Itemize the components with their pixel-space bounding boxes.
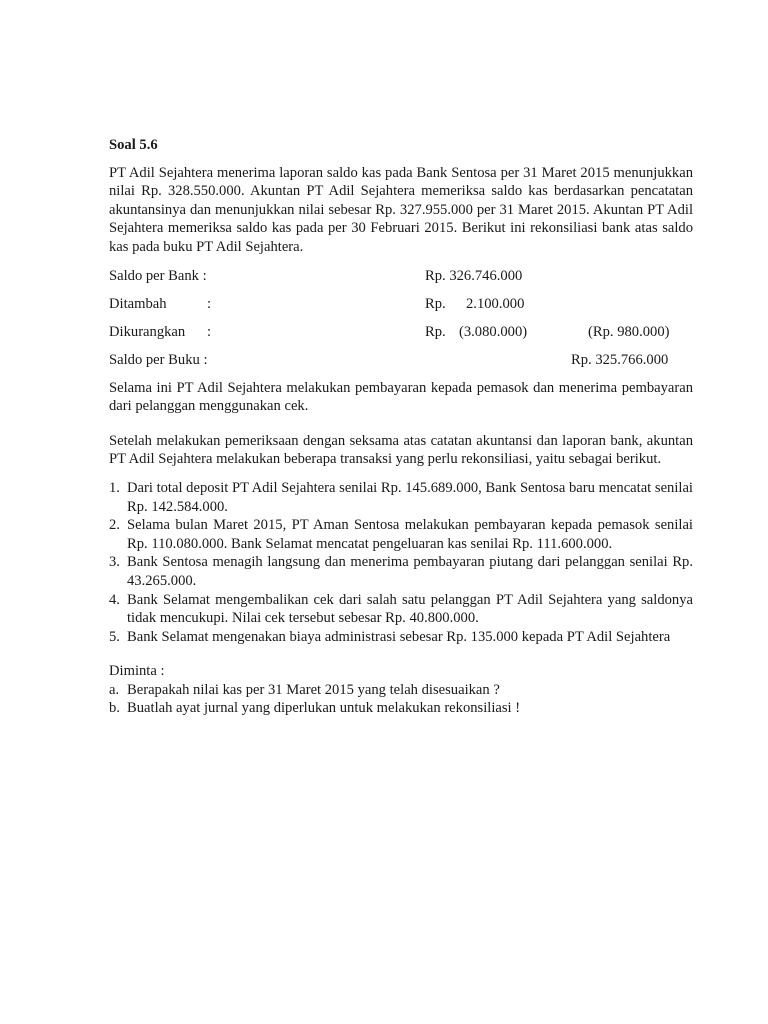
book-balance-row bbox=[109, 351, 693, 379]
list-item-number: 1. bbox=[109, 479, 120, 496]
list-item-number: 4. bbox=[109, 591, 120, 608]
intro-paragraph: PT Adil Sejahtera menerima laporan saldo kas pada Bank Sentosa per 31 Maret 2015 menunjukkan nilai Rp. 328.550.000. Akuntan PT Adil Sejahtera memeriksa saldo kas berdasarkan pencatatan akuntansinya dan menunjukkan nilai sebesar Rp. 327.955.000 per 31 Maret 2015. Akuntan PT Adil Sejahtera memeriksa saldo kas pada per 30 Februari 2015. Berikut ini rekonsiliasi bank atas saldo kas pada buku PT Adil Sejahtera. bbox=[109, 164, 693, 255]
list-item-text: Berapakah nilai kas per 31 Maret 2015 yang telah disesuaikan ? bbox=[127, 681, 500, 698]
addition-value: 2.100.000 bbox=[466, 295, 525, 312]
list-item-number: 5. bbox=[109, 628, 120, 645]
list-item-text: Bank Selamat mengembalikan cek dari salah satu pelanggan PT Adil Sejahtera yang saldonya tidak mencukupi. Nilai cek tersebut sebesar Rp. 40.800.000. bbox=[127, 591, 693, 627]
net-adjustment-value: (Rp. 980.000) bbox=[588, 323, 670, 340]
list-item bbox=[109, 699, 693, 718]
deduction-colon: : bbox=[207, 323, 212, 340]
addition-row bbox=[109, 295, 693, 323]
list-item-number: a. bbox=[109, 681, 120, 698]
bank-balance-value: Rp. 326.746.000 bbox=[425, 267, 523, 284]
deduction-row bbox=[109, 323, 693, 351]
bank-balance-label: Saldo per Bank : bbox=[109, 267, 207, 284]
deduction-value: (3.080.000) bbox=[459, 323, 528, 340]
addition-colon: : bbox=[207, 295, 212, 312]
addition-label: Ditambah bbox=[109, 295, 167, 312]
reconciliation-table bbox=[109, 267, 693, 379]
cheque-paragraph: Selama ini PT Adil Sejahtera melakukan pembayaran kepada pemasok dan menerima pembayaran dari pelanggan menggunakan cek. bbox=[109, 379, 693, 415]
book-balance-value: Rp. 325.766.000 bbox=[571, 351, 669, 368]
list-item-text: Bank Selamat mengenakan biaya administrasi sebesar Rp. 135.000 kepada PT Adil Sejahtera bbox=[127, 628, 671, 645]
deduction-label: Dikurangkan bbox=[109, 323, 186, 340]
deduction-currency: Rp. bbox=[425, 323, 446, 340]
list-item bbox=[109, 553, 693, 590]
bank-balance-row bbox=[109, 267, 693, 295]
list-item bbox=[109, 591, 693, 628]
list-item bbox=[109, 516, 693, 553]
list-item bbox=[109, 479, 693, 516]
list-item bbox=[109, 681, 693, 700]
list-item-number: b. bbox=[109, 700, 120, 717]
addition-currency: Rp. bbox=[425, 295, 446, 312]
examination-paragraph: Setelah melakukan pemeriksaan dengan seksama atas catatan akuntansi dan laporan bank, akuntan PT Adil Sejahtera melakukan beberapa transaksi yang perlu rekonsiliasi, yaitu sebagai berikut. bbox=[109, 432, 693, 468]
list-item-text: Dari total deposit PT Adil Sejahtera senilai Rp. 145.689.000, Bank Sentosa baru mencatat senilai Rp. 142.584.000. bbox=[127, 479, 693, 515]
document-body bbox=[109, 136, 693, 718]
list-item-text: Buatlah ayat jurnal yang diperlukan untuk melakukan rekonsiliasi ! bbox=[127, 700, 521, 717]
list-item-number: 2. bbox=[109, 517, 120, 534]
question-list bbox=[109, 681, 693, 718]
list-item bbox=[109, 628, 693, 647]
transaction-list bbox=[109, 479, 693, 646]
problem-title: Soal 5.6 bbox=[109, 137, 158, 153]
list-item-text: Selama bulan Maret 2015, PT Aman Sentosa melakukan pembayaran kepada pemasok senilai Rp. 110.080.000. Bank Selamat mencatat pengeluaran kas senilai Rp. 111.600.000. bbox=[127, 517, 693, 552]
list-item-text: Bank Sentosa menagih langsung dan menerima pembayaran piutang dari pelanggan senilai Rp. 43.265.000. bbox=[127, 554, 693, 589]
list-item-number: 3. bbox=[109, 554, 120, 571]
book-balance-label: Saldo per Buku : bbox=[109, 351, 208, 368]
asked-label: Diminta : bbox=[109, 663, 165, 680]
